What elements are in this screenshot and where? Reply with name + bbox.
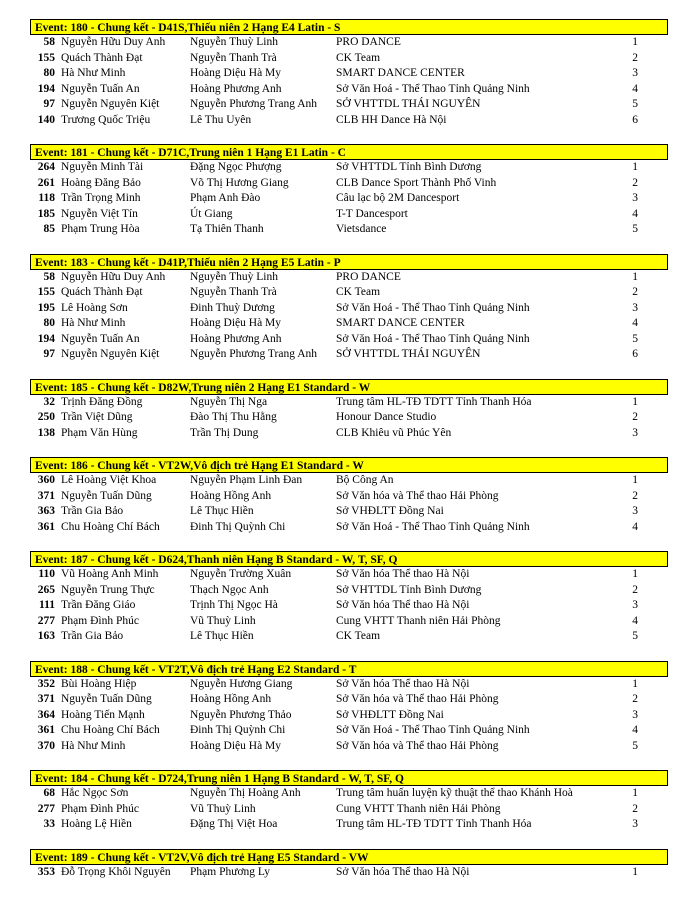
club-name: Sở Văn hóa Thể thao Hà Nội [336,599,470,611]
placement: 5 [632,98,638,110]
competitor-number: 364 [37,708,55,721]
result-list [30,677,668,755]
leader-name: Nguyễn Nguyên Kiệt [61,348,160,360]
competitor-number: 265 [37,583,55,596]
competitor-number: 194 [37,332,55,345]
leader-name: Trần Đăng Giáo [61,599,136,611]
placement: 4 [632,520,638,533]
leader-name: Chu Hoàng Chí Bách [61,724,160,736]
result-row [30,347,668,363]
club-name: CLB Khiêu vũ Phúc Yên [336,426,452,439]
result-row [30,865,668,881]
competitor-number: 363 [37,505,55,517]
club-name: Cung VHTT Thanh niên Hải Phòng [336,614,501,627]
competitor-number: 264 [37,161,55,173]
partner-name: Tạ Thiên Thanh [190,223,264,235]
result-row [30,802,668,818]
leader-name: Nguyễn Tuấn An [61,332,140,345]
result-row [30,614,668,630]
result-row [30,97,668,113]
result-row [30,35,668,51]
club-name: PRO DANCE [336,270,401,283]
partner-name: Đinh Thị Quỳnh Chi [190,520,286,533]
result-row [30,520,668,536]
event-title: Event: 187 - Chung kết - D624,Thanh niên Hạng B Standard - W, T, SF, Q [30,551,668,567]
result-row [30,395,668,411]
placement: 4 [632,614,638,627]
club-name: Sở Văn hóa và Thể thao Hải Phòng [336,693,499,705]
event-block [30,457,668,535]
partner-name: Nguyễn Thị Nga [190,395,268,408]
placement: 1 [632,787,638,799]
result-list [30,270,668,363]
partner-name: Đinh Thị Quỳnh Chi [190,724,286,736]
competitor-number: 353 [37,865,55,878]
result-row [30,473,668,489]
placement: 2 [632,802,638,815]
placement: 1 [632,161,638,173]
result-row [30,786,668,802]
club-name: Cung VHTT Thanh niên Hải Phòng [336,802,501,815]
competitor-number: 80 [43,317,55,329]
leader-name: Trần Trọng Minh [61,192,141,204]
competitor-number: 195 [37,301,55,314]
event-block [30,661,668,755]
placement: 4 [632,82,638,95]
leader-name: Nguyễn Minh Tài [61,161,144,173]
competitor-number: 371 [37,693,55,705]
leader-name: Đỗ Trọng Khôi Nguyên [61,865,171,878]
placement: 2 [632,176,638,189]
competitor-number: 111 [39,599,55,611]
result-row [30,301,668,317]
leader-name: Nguyễn Tuấn Dũng [61,693,152,705]
leader-name: Lê Hoàng Việt Khoa [61,474,157,486]
result-list [30,395,668,442]
result-row [30,489,668,505]
placement: 2 [632,51,638,64]
partner-name: Lê Thục Hiền [190,630,254,642]
competitor-number: 155 [37,51,55,64]
leader-name: Quách Thành Đạt [61,286,143,298]
leader-name: Trần Gia Bảo [61,505,124,517]
club-name: Sở Văn Hoá - Thể Thao Tỉnh Quảng Ninh [336,301,530,314]
placement: 2 [632,693,638,705]
leader-name: Nguyễn Nguyên Kiệt [61,98,160,110]
club-name: Trung tâm huấn luyện kỹ thuật thể thao Khánh Hoà [336,787,573,799]
club-name: Sở Văn Hoá - Thể Thao Tỉnh Quảng Ninh [336,520,530,533]
event-title: Event: 189 - Chung kết - VT2V,Vô địch trẻ Hạng E5 Standard - VW [30,849,668,865]
result-row [30,207,668,223]
partner-name: Đặng Ngọc Phượng [190,161,282,173]
leader-name: Phạm Trung Hòa [61,223,140,235]
competitor-number: 352 [37,677,55,690]
event-title: Event: 181 - Chung kết - D71C,Trung niên 1 Hạng E1 Latin - C [30,144,668,160]
event-title: Event: 186 - Chung kết - VT2W,Vô địch trẻ Hạng E1 Standard - W [30,457,668,473]
competitor-number: 155 [37,286,55,298]
leader-name: Phạm Văn Hùng [61,426,138,439]
placement: 3 [632,301,638,314]
result-row [30,817,668,833]
club-name: Bộ Công An [336,474,394,486]
club-name: Honour Dance Studio [336,411,437,423]
competitor-number: 261 [37,176,55,189]
result-row [30,410,668,426]
result-row [30,332,668,348]
partner-name: Nguyễn Hương Giang [190,677,293,690]
leader-name: Lê Hoàng Sơn [61,301,128,314]
result-list [30,473,668,535]
placement: 1 [632,677,638,690]
results-page [30,19,668,896]
result-row [30,504,668,520]
club-name: Vietsdance [336,223,387,235]
partner-name: Nguyễn Phạm Linh Đan [190,474,303,486]
partner-name: Nguyễn Thuỳ Linh [190,270,278,283]
competitor-number: 361 [37,520,55,533]
partner-name: Đinh Thuỳ Dương [190,301,275,314]
result-list [30,160,668,238]
leader-name: Nguyễn Hữu Duy Anh [61,36,166,48]
club-name: Sở Văn hóa Thể thao Hà Nội [336,865,470,878]
result-row [30,160,668,176]
partner-name: Hoàng Diệu Hà My [190,739,282,752]
competitor-number: 58 [43,36,55,48]
placement: 3 [632,192,638,204]
competitor-number: 110 [38,568,55,580]
leader-name: Nguyễn Tuấn An [61,82,140,95]
result-row [30,692,668,708]
competitor-number: 58 [43,270,55,283]
leader-name: Nguyễn Trung Thực [61,583,155,596]
leader-name: Trần Gia Bảo [61,630,124,642]
partner-name: Nguyễn Phương Trang Anh [190,348,318,360]
result-row [30,426,668,442]
result-row [30,222,668,238]
partner-name: Nguyễn Thanh Trà [190,51,277,64]
leader-name: Phạm Đình Phúc [61,614,139,627]
leader-name: Hắc Ngọc Sơn [61,787,129,799]
competitor-number: 118 [38,192,55,204]
club-name: Sở Văn hóa và Thể thao Hải Phòng [336,739,499,752]
result-row [30,739,668,755]
event-block [30,849,668,881]
placement: 3 [632,599,638,611]
result-row [30,677,668,693]
partner-name: Thạch Ngọc Anh [190,583,269,596]
competitor-number: 85 [43,223,55,235]
club-name: Sở Văn hóa Thể thao Hà Nội [336,568,470,580]
club-name: Trung tâm HL-TĐ TDTT Tỉnh Thanh Hóa [336,395,532,408]
club-name: CK Team [336,286,381,298]
result-row [30,66,668,82]
partner-name: Trịnh Thị Ngọc Hà [190,599,278,611]
placement: 1 [632,474,638,486]
leader-name: Hà Như Minh [61,67,126,79]
club-name: Sở VHĐLTT Đồng Nai [336,505,444,517]
competitor-number: 138 [37,426,55,439]
club-name: Sở Văn Hoá - Thể Thao Tỉnh Quảng Ninh [336,332,530,345]
club-name: T-T Dancesport [336,207,408,220]
competitor-number: 371 [37,489,55,502]
competitor-number: 370 [37,739,55,752]
placement: 6 [632,348,638,360]
competitor-number: 277 [37,614,55,627]
placement: 4 [632,317,638,329]
partner-name: Nguyễn Thuỳ Linh [190,36,278,48]
club-name: Sở Văn Hoá - Thể Thao Tỉnh Quảng Ninh [336,82,530,95]
competitor-number: 33 [43,818,55,830]
club-name: Sở VHTTDL Tỉnh Bình Dương [336,583,482,596]
leader-name: Nguyễn Hữu Duy Anh [61,270,166,283]
competitor-number: 32 [43,395,55,408]
result-list [30,865,668,881]
club-name: Câu lạc bộ 2M Dancesport [336,192,460,204]
club-name: Sở Văn hóa và Thể thao Hải Phòng [336,489,499,502]
club-name: Sở VHTTDL Tỉnh Bình Dương [336,161,482,173]
result-row [30,316,668,332]
partner-name: Đặng Thị Việt Hoa [190,818,278,830]
club-name: PRO DANCE [336,36,401,48]
placement: 5 [632,739,638,752]
club-name: CLB HH Dance Hà Nội [336,113,447,126]
partner-name: Nguyễn Phương Trang Anh [190,98,318,110]
placement: 4 [632,724,638,736]
placement: 1 [632,36,638,48]
result-list [30,567,668,645]
event-block [30,19,668,128]
event-block [30,254,668,363]
club-name: Sở VHĐLTT Đồng Nai [336,708,444,721]
placement: 5 [632,630,638,642]
partner-name: Vũ Thuỳ Linh [190,614,256,627]
placement: 2 [632,489,638,502]
club-name: SỞ VHTTDL THÁI NGUYÊN [336,348,481,360]
partner-name: Lê Thục Hiền [190,505,254,517]
partner-name: Hoàng Diệu Hà My [190,317,282,329]
result-row [30,285,668,301]
result-row [30,567,668,583]
club-name: Sở Văn Hoá - Thể Thao Tỉnh Quảng Ninh [336,724,530,736]
placement: 1 [632,395,638,408]
placement: 3 [632,818,638,830]
competitor-number: 80 [43,67,55,79]
partner-name: Nguyễn Trường Xuân [190,568,292,580]
club-name: SMART DANCE CENTER [336,317,465,329]
placement: 5 [632,332,638,345]
result-row [30,708,668,724]
placement: 6 [632,113,638,126]
placement: 1 [632,568,638,580]
result-row [30,176,668,192]
event-title: Event: 183 - Chung kết - D41P,Thiếu niên 2 Hạng E5 Latin - P [30,254,668,270]
placement: 2 [632,286,638,298]
competitor-number: 68 [43,787,55,799]
result-row [30,629,668,645]
result-row [30,113,668,129]
club-name: SỞ VHTTDL THÁI NGUYÊN [336,98,481,110]
club-name: CK Team [336,630,381,642]
event-title: Event: 185 - Chung kết - D82W,Trung niên 2 Hạng E1 Standard - W [30,379,668,395]
result-row [30,82,668,98]
placement: 3 [632,67,638,79]
placement: 5 [632,223,638,235]
competitor-number: 185 [37,207,55,220]
competitor-number: 361 [37,724,55,736]
competitor-number: 163 [37,630,55,642]
placement: 3 [632,426,638,439]
partner-name: Vũ Thuỳ Linh [190,802,256,815]
leader-name: Hà Như Minh [61,317,126,329]
competitor-number: 140 [37,113,55,126]
leader-name: Hoàng Lệ Hiền [61,818,132,830]
partner-name: Trần Thị Dung [190,426,259,439]
placement: 4 [632,207,638,220]
partner-name: Phạm Anh Đào [190,192,261,204]
event-block [30,144,668,238]
competitor-number: 97 [43,98,55,110]
club-name: SMART DANCE CENTER [336,67,465,79]
result-list [30,35,668,128]
partner-name: Phạm Phương Ly [190,865,271,878]
event-block [30,551,668,645]
leader-name: Nguyễn Việt Tín [61,207,138,220]
leader-name: Nguyễn Tuấn Dũng [61,489,152,502]
competitor-number: 194 [37,82,55,95]
result-row [30,583,668,599]
placement: 3 [632,708,638,721]
leader-name: Quách Thành Đạt [61,51,143,64]
event-block [30,379,668,442]
placement: 1 [632,865,638,878]
competitor-number: 277 [37,802,55,815]
event-title: Event: 184 - Chung kết - D724,Trung niên 1 Hạng B Standard - W, T, SF, Q [30,770,668,786]
partner-name: Đào Thị Thu Hằng [190,411,277,423]
placement: 3 [632,505,638,517]
result-row [30,598,668,614]
partner-name: Võ Thị Hương Giang [190,176,289,189]
partner-name: Út Giang [190,207,233,220]
partner-name: Hoàng Hồng Anh [190,693,272,705]
placement: 1 [632,270,638,283]
club-name: Trung tâm HL-TĐ TDTT Tỉnh Thanh Hóa [336,818,532,830]
competitor-number: 250 [37,411,55,423]
leader-name: Trương Quốc Triệu [61,113,151,126]
result-row [30,270,668,286]
club-name: CK Team [336,51,381,64]
leader-name: Hà Như Minh [61,739,126,752]
partner-name: Lê Thu Uyên [190,113,252,126]
leader-name: Bùi Hoàng Hiệp [61,677,137,690]
partner-name: Hoàng Phương Anh [190,82,282,95]
club-name: CLB Dance Sport Thành Phố Vinh [336,176,497,189]
partner-name: Hoàng Phương Anh [190,332,282,345]
placement: 2 [632,411,638,423]
partner-name: Nguyễn Thị Hoàng Anh [190,787,301,799]
leader-name: Hoàng Đăng Bảo [61,176,141,189]
partner-name: Hoàng Hồng Anh [190,489,272,502]
leader-name: Trịnh Đăng Đồng [61,395,143,408]
competitor-number: 97 [43,348,55,360]
result-row [30,191,668,207]
leader-name: Chu Hoàng Chí Bách [61,520,160,533]
event-block [30,770,668,833]
leader-name: Phạm Đình Phúc [61,802,139,815]
partner-name: Hoàng Diệu Hà My [190,67,282,79]
event-title: Event: 180 - Chung kết - D41S,Thiếu niên 2 Hạng E4 Latin - S [30,19,668,35]
partner-name: Nguyễn Thanh Trà [190,286,277,298]
event-title: Event: 188 - Chung kết - VT2T,Vô địch trẻ Hạng E2 Standard - T [30,661,668,677]
result-row [30,51,668,67]
placement: 2 [632,583,638,596]
result-list [30,786,668,833]
leader-name: Vũ Hoàng Anh Minh [61,568,159,580]
partner-name: Nguyễn Phương Thảo [190,708,292,721]
club-name: Sở Văn hóa Thể thao Hà Nội [336,677,470,690]
result-row [30,723,668,739]
leader-name: Hoàng Tiến Mạnh [61,708,145,721]
leader-name: Trần Việt Dũng [61,411,133,423]
competitor-number: 360 [37,474,55,486]
